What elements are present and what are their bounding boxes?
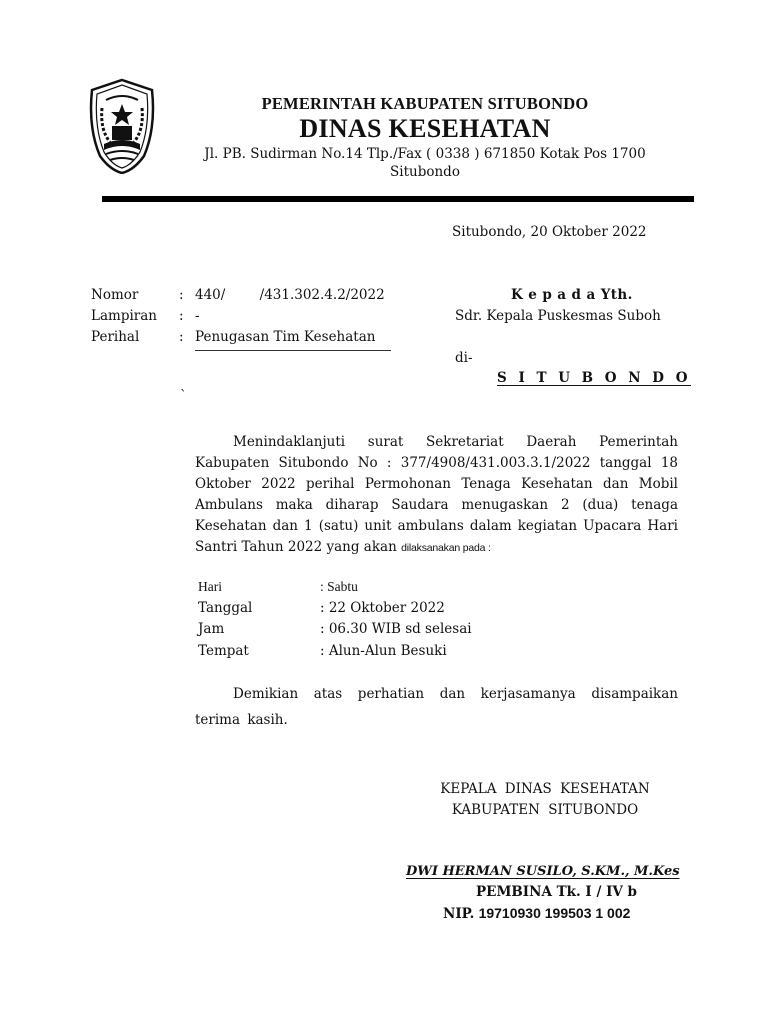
closing-line-1: Demikian atas perhatian dan kerjasamanya disampaikan (233, 686, 678, 702)
lampiran-label: Lampiran (91, 308, 157, 324)
event-jam-value: : 06.30 WIB sd selesai (320, 621, 472, 637)
lampiran-colon: : (179, 308, 184, 324)
lampiran-value: - (195, 308, 200, 324)
nomor-colon: : (179, 287, 184, 303)
nip-label: NIP. (443, 906, 475, 922)
signatory-name: DWI HERMAN SUSILO, S.KM., M.Kes (406, 864, 680, 879)
signature-title-1: KEPALA DINAS KESEHATAN (440, 781, 650, 797)
signature-title-2: KABUPATEN SITUBONDO (451, 802, 639, 818)
nomor-label: Nomor (91, 287, 139, 303)
signatory-rank: PEMBINA Tk. I / IV b (476, 884, 637, 900)
body-paragraph-tail: dilaksanakan pada : (401, 542, 491, 554)
event-hari-value: : Sabtu (320, 579, 358, 594)
event-tempat-value: : Alun-Alun Besuki (320, 643, 447, 659)
kepada-yth: K e p a d a Yth. (511, 287, 633, 303)
perihal-label: Perihal (91, 329, 140, 345)
closing-line-2: terima kasih. (195, 712, 288, 728)
recipient-place: S I T U B O N D O (497, 370, 691, 386)
letter-date: Situbondo, 20 Oktober 2022 (452, 224, 647, 240)
perihal-value: Penugasan Tim Kesehatan (195, 329, 376, 345)
department-name: DINAS KESEHATAN (299, 114, 551, 143)
perihal-colon: : (179, 329, 184, 345)
event-hari-label: Hari (198, 579, 222, 594)
body-paragraph-text: Menindaklanjuti surat Sekretariat Daerah Pemerintah Kabupaten Situbondo No : 377/4908/431.003.3.1/2022 tanggal 18 Oktober 2022 perihal Permohonan Tenaga Kesehatan dan Mobil Ambulans maka diharap Saudara menugaskan 2 (dua) tenaga Kesehatan dan 1 (satu) unit ambulans dalam kegiatan Upacara Hari Santri Tahun 2022 yang akan (195, 434, 678, 555)
regency-emblem-logo (86, 78, 158, 174)
event-jam-label: Jam (198, 621, 225, 637)
nomor-value: 440/ /431.302.4.2/2022 (195, 287, 385, 303)
signatory-nip (443, 905, 630, 922)
event-tempat-label: Tempat (198, 643, 249, 659)
nip-value: 19710930 199503 1 002 (478, 905, 631, 921)
perihal-underline (195, 350, 391, 351)
government-name: PEMERINTAH KABUPATEN SITUBONDO (261, 94, 589, 113)
letterhead-divider (102, 196, 694, 202)
body-paragraph (195, 432, 678, 559)
event-tanggal-value: : 22 Oktober 2022 (320, 600, 445, 616)
address-line-2: Situbondo (390, 164, 460, 180)
event-tanggal-label: Tanggal (198, 600, 253, 616)
address-line-1: Jl. PB. Sudirman No.14 Tlp./Fax ( 0338 ) 671850 Kotak Pos 1700 (204, 146, 646, 162)
stray-mark: ` (180, 388, 187, 404)
recipient-di: di- (455, 350, 473, 366)
recipient-name: Sdr. Kepala Puskesmas Suboh (455, 308, 661, 324)
